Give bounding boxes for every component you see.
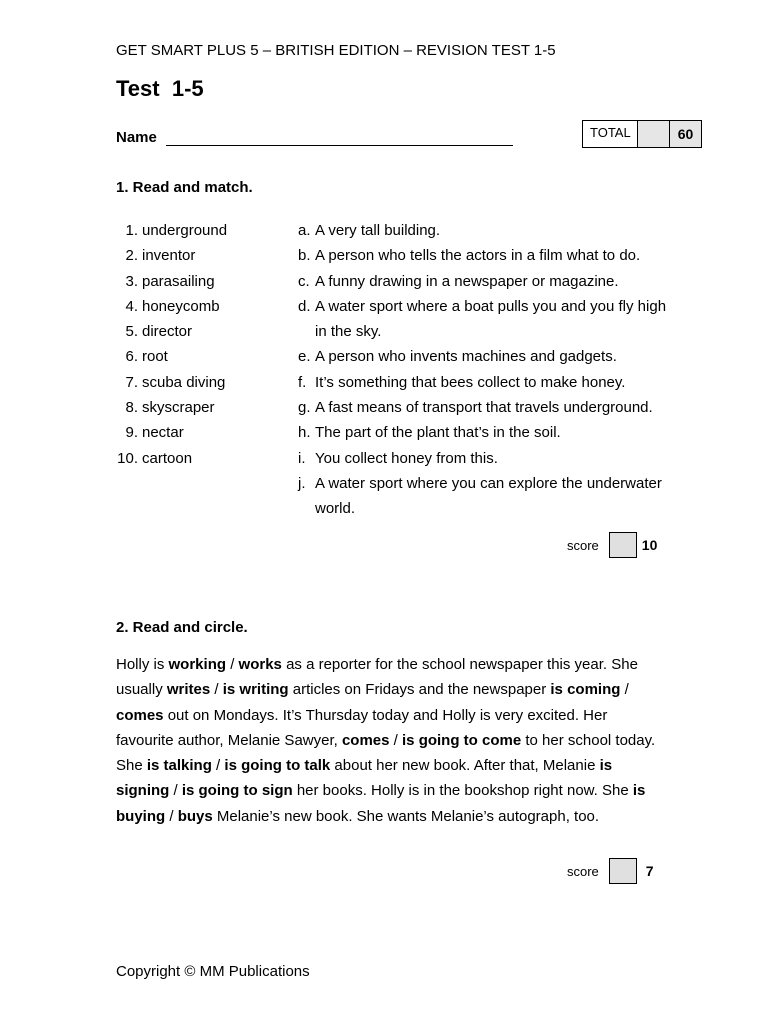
name-label: Name [116,129,157,146]
word-number: 10. [117,449,138,467]
choice-option[interactable]: is coming [550,681,621,699]
definition-letter: f. [298,373,307,391]
definition-item [298,420,670,445]
word-item [116,370,286,395]
definition-list [298,218,670,522]
passage-segment: as a reporter for the school newspaper this year. She usually [116,656,638,699]
word-text: root [142,348,168,366]
word-item [116,319,286,344]
passage-segment: / [226,656,239,673]
word-text: honeycomb [142,297,220,315]
word-number: 9. [125,424,138,442]
word-item [116,294,286,319]
word-list [116,218,286,471]
section1-score-max: 10 [641,537,658,553]
test-title: Test 1-5 [116,76,204,101]
word-text: underground [142,222,228,239]
passage-segment: Melanie’s new book. She wants Melanie’s autograph, too. [212,807,600,825]
passage-segment: / [620,681,629,699]
name-field-line[interactable] [166,145,513,146]
definition-letter: b. [298,247,311,265]
choice-option[interactable]: is going to come [402,731,522,749]
passage-text [116,652,664,829]
choice-option[interactable]: buys [177,807,213,825]
passage-segment: to her school today. She [116,731,656,775]
word-item [116,218,286,243]
word-text: parasailing [142,272,215,290]
score-label: score [567,863,599,879]
total-score-field[interactable] [638,121,670,147]
definition-text: A water sport where you can explore the underwater world. [315,474,662,518]
section2-title: 2. Read and circle. [116,619,248,636]
choice-option[interactable]: working [168,656,227,673]
passage-segment: articles on Fridays and the newspaper [288,681,551,699]
definition-item [298,294,670,345]
passage-segment: Holly is [116,656,169,673]
total-score-box [582,120,702,148]
choice-option[interactable]: is going to sign [181,782,293,800]
choice-option[interactable]: comes [116,706,164,724]
definition-letter: a. [298,222,311,239]
section2-score-max: 7 [645,863,654,879]
choice-option[interactable]: is buying [116,782,646,825]
definition-letter: h. [298,424,311,442]
passage-segment: / [165,807,178,825]
word-text: cartoon [142,449,193,467]
choice-option[interactable]: works [238,656,282,673]
section1-score [567,532,657,558]
passage-segment: / [211,757,225,775]
definition-text: A person who tells the actors in a film what to do. [315,247,641,265]
choice-option[interactable]: is signing [116,757,613,800]
copyright: Copyright © MM Publications [116,963,310,980]
passage-segment: about her new book. After that, Melanie [330,757,600,775]
section2-score-field[interactable] [609,858,637,884]
definition-item [298,269,670,294]
word-item [116,446,286,471]
passage-segment: / [389,731,403,749]
passage-segment: / [210,681,223,699]
section1-score-field[interactable] [609,532,637,558]
word-number: 5. [125,323,138,341]
word-item [116,243,286,268]
definition-item [298,471,670,522]
word-number: 3. [125,272,138,290]
definition-item [298,395,670,420]
section2-score [567,858,654,884]
definition-text: A very tall building. [315,222,441,239]
choice-option[interactable]: comes [341,731,390,749]
passage-segment: out on Mondays. It’s Thursday today and Holly is very excited. Her favourite author, Melanie Sawyer, [116,706,608,749]
word-number: 2. [125,247,138,265]
page-header: GET SMART PLUS 5 – BRITISH EDITION – REVISION TEST 1-5 [116,42,556,59]
word-text: inventor [142,247,196,265]
definition-text: A fast means of transport that travels underground. [315,399,653,417]
definition-item [298,370,670,395]
word-number: 6. [125,348,138,366]
word-number: 1. [125,222,138,239]
word-text: skyscraper [142,399,215,417]
word-text: nectar [142,424,184,442]
definition-text: It’s something that bees collect to make honey. [315,373,626,391]
passage-segment: her books. Holly is in the bookshop right now. She [292,782,633,800]
definition-item [298,243,670,268]
definition-text: You collect honey from this. [315,449,498,467]
definition-item [298,446,670,471]
choice-option[interactable]: is going to talk [224,757,331,775]
word-text: director [142,323,193,341]
choice-option[interactable]: writes [166,681,211,699]
word-number: 8. [125,399,138,417]
definition-letter: j. [298,474,306,492]
total-label: TOTAL [583,121,638,147]
definition-letter: c. [298,272,310,290]
definition-letter: g. [298,399,311,417]
word-text: scuba diving [142,373,226,391]
word-item [116,395,286,420]
word-number: 7. [125,373,138,391]
definition-text: A water sport where a boat pulls you and you fly high in the sky. [315,297,667,341]
word-item [116,269,286,294]
word-item [116,420,286,445]
definition-letter: e. [298,348,311,366]
passage-segment: / [169,782,182,800]
section1-title: 1. Read and match. [116,179,253,196]
definition-text: A funny drawing in a newspaper or magazine. [315,272,619,290]
definition-letter: d. [298,297,311,315]
definition-item [298,344,670,369]
word-number: 4. [125,297,138,315]
definition-item [298,218,670,243]
definition-text: A person who invents machines and gadgets. [315,348,617,366]
choice-option[interactable]: is talking [146,757,212,775]
total-max: 60 [670,121,701,147]
definition-letter: i. [298,449,306,467]
word-item [116,344,286,369]
definition-text: The part of the plant that’s in the soil. [315,424,561,442]
choice-option[interactable]: is writing [222,681,289,699]
score-label: score [567,537,599,553]
